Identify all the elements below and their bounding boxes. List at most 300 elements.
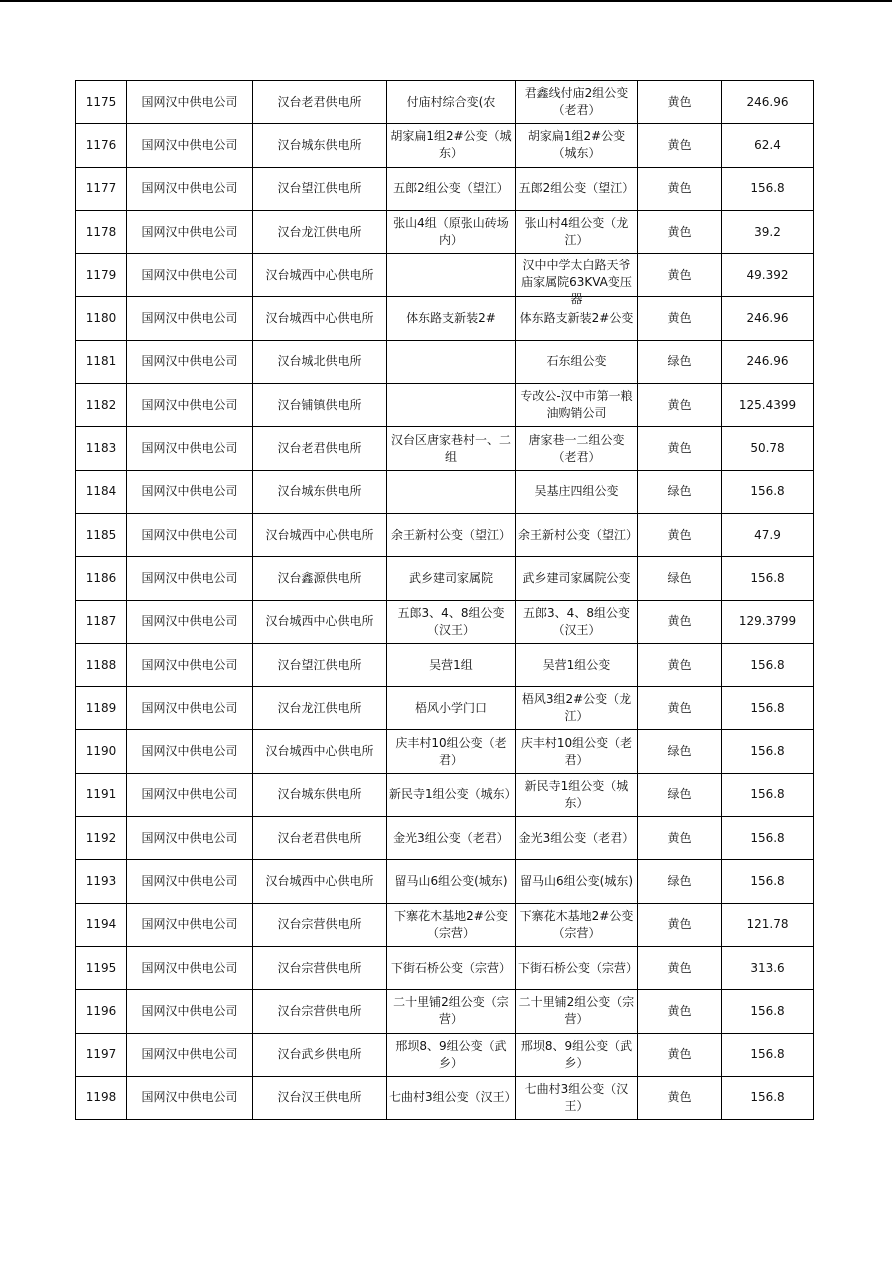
table-row xyxy=(76,167,814,210)
status-color-cell-text: 黄色 xyxy=(667,441,692,456)
value-cell xyxy=(722,384,814,427)
company-cell-text: 国网汉中供电公司 xyxy=(141,224,238,239)
value-cell-text: 50.78 xyxy=(750,441,785,456)
table-row xyxy=(76,773,814,816)
table-row xyxy=(76,384,814,427)
transformer-cell xyxy=(516,513,638,556)
station-cell-text: 汉台老君供电所 xyxy=(277,830,362,845)
value-cell xyxy=(722,254,814,297)
value-cell-text: 156.8 xyxy=(750,787,785,802)
location-cell xyxy=(387,600,516,643)
company-cell-text: 国网汉中供电公司 xyxy=(141,484,238,499)
row-number-cell-text: 1181 xyxy=(85,354,117,369)
row-number-cell xyxy=(76,600,127,643)
transformer-cell xyxy=(516,946,638,989)
status-color-cell xyxy=(638,557,722,600)
value-cell xyxy=(722,860,814,903)
station-cell xyxy=(253,903,387,946)
value-cell xyxy=(722,210,814,253)
transformer-cell xyxy=(516,687,638,730)
value-cell-text: 47.9 xyxy=(754,527,781,542)
company-cell-text: 国网汉中供电公司 xyxy=(141,570,238,585)
station-cell xyxy=(253,384,387,427)
row-number-cell xyxy=(76,730,127,773)
transformer-cell xyxy=(516,773,638,816)
row-number-cell xyxy=(76,513,127,556)
company-cell-text: 国网汉中供电公司 xyxy=(141,527,238,542)
value-cell-text: 156.8 xyxy=(750,744,785,759)
company-cell xyxy=(127,687,253,730)
status-color-cell-text: 绿色 xyxy=(667,873,692,888)
company-cell xyxy=(127,773,253,816)
company-cell-text: 国网汉中供电公司 xyxy=(141,311,238,326)
row-number-cell-text: 1178 xyxy=(85,224,117,239)
company-cell-text: 国网汉中供电公司 xyxy=(141,1090,238,1105)
station-cell xyxy=(253,254,387,297)
row-number-cell-text: 1194 xyxy=(85,917,117,932)
location-cell-text: 五郎2组公变（望江） xyxy=(393,181,509,196)
row-number-cell-text: 1188 xyxy=(85,657,117,672)
transformer-cell-text: 吴基庄四组公变 xyxy=(534,484,619,499)
transformer-cell-text: 邢坝8、9组公变（武乡） xyxy=(520,1038,633,1070)
company-cell-text: 国网汉中供电公司 xyxy=(141,744,238,759)
row-number-cell xyxy=(76,470,127,513)
company-cell xyxy=(127,340,253,383)
status-color-cell xyxy=(638,730,722,773)
station-cell-text: 汉台城东供电所 xyxy=(277,137,362,152)
status-color-cell xyxy=(638,946,722,989)
status-color-cell xyxy=(638,903,722,946)
status-color-cell xyxy=(638,513,722,556)
row-number-cell-text: 1198 xyxy=(85,1090,117,1105)
station-cell xyxy=(253,600,387,643)
transformer-cell xyxy=(516,470,638,513)
row-number-cell-text: 1175 xyxy=(85,94,117,109)
company-cell xyxy=(127,254,253,297)
location-cell-text: 七曲村3组公变（汉王） xyxy=(389,1090,517,1105)
station-cell xyxy=(253,340,387,383)
row-number-cell-text: 1180 xyxy=(85,311,117,326)
transformer-cell xyxy=(516,903,638,946)
company-cell-text: 国网汉中供电公司 xyxy=(141,441,238,456)
row-number-cell xyxy=(76,990,127,1033)
row-number-cell-text: 1191 xyxy=(85,787,117,802)
value-cell xyxy=(722,990,814,1033)
location-cell xyxy=(387,513,516,556)
transformer-cell-text: 下街石桥公变（宗营） xyxy=(518,960,639,975)
station-cell-text: 汉台城西中心供电所 xyxy=(265,267,374,282)
transformer-cell xyxy=(516,1076,638,1119)
value-cell-text: 156.8 xyxy=(750,484,785,499)
table-row xyxy=(76,470,814,513)
value-cell xyxy=(722,427,814,470)
row-number-cell-text: 1183 xyxy=(85,441,117,456)
row-number-cell xyxy=(76,81,127,124)
row-number-cell-text: 1182 xyxy=(85,397,117,412)
value-cell xyxy=(722,1033,814,1076)
location-cell xyxy=(387,384,516,427)
row-number-cell xyxy=(76,210,127,253)
status-color-cell xyxy=(638,470,722,513)
status-color-cell-text: 黄色 xyxy=(667,311,692,326)
table-row xyxy=(76,210,814,253)
value-cell-text: 246.96 xyxy=(746,311,789,326)
status-color-cell xyxy=(638,600,722,643)
value-cell xyxy=(722,470,814,513)
value-cell-text: 121.78 xyxy=(746,917,789,932)
station-cell xyxy=(253,990,387,1033)
status-color-cell-text: 黄色 xyxy=(667,94,692,109)
transformer-cell xyxy=(516,990,638,1033)
station-cell xyxy=(253,297,387,340)
value-cell xyxy=(722,687,814,730)
company-cell-text: 国网汉中供电公司 xyxy=(141,657,238,672)
row-number-cell-text: 1187 xyxy=(85,614,117,629)
status-color-cell-text: 黄色 xyxy=(667,1003,692,1018)
station-cell-text: 汉台宗营供电所 xyxy=(277,960,362,975)
status-color-cell-text: 黄色 xyxy=(667,700,692,715)
transformer-cell-text: 七曲村3组公变（汉王） xyxy=(524,1081,629,1113)
status-color-cell xyxy=(638,340,722,383)
location-cell-text: 留马山6组公变(城东) xyxy=(394,873,508,888)
location-cell-text: 新民寺1组公变（城东） xyxy=(389,787,517,802)
location-cell-text: 武乡建司家属院 xyxy=(408,570,493,585)
station-cell xyxy=(253,1033,387,1076)
status-color-cell xyxy=(638,817,722,860)
station-cell-text: 汉台城西中心供电所 xyxy=(265,744,374,759)
row-number-cell xyxy=(76,167,127,210)
row-number-cell-text: 1196 xyxy=(85,1003,117,1018)
value-cell xyxy=(722,773,814,816)
status-color-cell xyxy=(638,297,722,340)
station-cell xyxy=(253,687,387,730)
company-cell-text: 国网汉中供电公司 xyxy=(141,94,238,109)
status-color-cell-text: 绿色 xyxy=(667,484,692,499)
company-cell-text: 国网汉中供电公司 xyxy=(141,354,238,369)
value-cell-text: 156.8 xyxy=(750,830,785,845)
value-cell xyxy=(722,340,814,383)
status-color-cell xyxy=(638,1033,722,1076)
station-cell-text: 汉台武乡供电所 xyxy=(277,1047,362,1062)
transformer-cell xyxy=(516,730,638,773)
value-cell xyxy=(722,946,814,989)
value-cell xyxy=(722,903,814,946)
transformer-cell-text: 五郎2组公变（望江） xyxy=(518,181,635,196)
station-cell xyxy=(253,427,387,470)
table-row xyxy=(76,946,814,989)
location-cell-text: 张山4组（原张山砖场内） xyxy=(393,216,509,248)
value-cell xyxy=(722,1076,814,1119)
transformer-cell-text: 庆丰村10组公变（老君） xyxy=(520,735,633,767)
value-cell xyxy=(722,730,814,773)
transformer-cell xyxy=(516,124,638,167)
station-cell-text: 汉台城西中心供电所 xyxy=(265,311,374,326)
location-cell xyxy=(387,297,516,340)
company-cell-text: 国网汉中供电公司 xyxy=(141,960,238,975)
company-cell-text: 国网汉中供电公司 xyxy=(141,830,238,845)
transformer-cell xyxy=(516,81,638,124)
station-cell xyxy=(253,817,387,860)
transformer-cell-text: 张山村4组公变（龙江） xyxy=(524,216,629,248)
table-row xyxy=(76,860,814,903)
row-number-cell xyxy=(76,297,127,340)
status-color-cell-text: 黄色 xyxy=(667,1047,692,1062)
value-cell-text: 62.4 xyxy=(754,137,781,152)
location-cell xyxy=(387,470,516,513)
company-cell xyxy=(127,1076,253,1119)
station-cell-text: 汉台城西中心供电所 xyxy=(265,614,374,629)
station-cell xyxy=(253,557,387,600)
company-cell xyxy=(127,384,253,427)
transformer-cell-text: 石东组公变 xyxy=(546,354,607,369)
value-cell xyxy=(722,124,814,167)
row-number-cell-text: 1185 xyxy=(85,527,117,542)
station-cell-text: 汉台城西中心供电所 xyxy=(265,873,374,888)
transformer-cell-text: 二十里铺2组公变（宗营） xyxy=(518,995,635,1027)
row-number-cell-text: 1193 xyxy=(85,873,117,888)
table-row xyxy=(76,600,814,643)
status-color-cell xyxy=(638,643,722,686)
company-cell xyxy=(127,167,253,210)
table-row xyxy=(76,990,814,1033)
status-color-cell xyxy=(638,210,722,253)
station-cell-text: 汉台望江供电所 xyxy=(277,657,362,672)
location-cell xyxy=(387,687,516,730)
company-cell-text: 国网汉中供电公司 xyxy=(141,873,238,888)
row-number-cell-text: 1177 xyxy=(85,181,117,196)
transformer-cell-text: 体东路支新装2#公变 xyxy=(519,311,634,326)
transformer-cell xyxy=(516,600,638,643)
location-cell xyxy=(387,124,516,167)
status-color-cell xyxy=(638,167,722,210)
status-color-cell-text: 黄色 xyxy=(667,614,692,629)
station-cell xyxy=(253,1076,387,1119)
station-cell xyxy=(253,124,387,167)
table-row xyxy=(76,1076,814,1119)
location-cell-text: 五郎3、4、8组公变（汉王） xyxy=(397,605,505,637)
station-cell xyxy=(253,643,387,686)
station-cell xyxy=(253,210,387,253)
row-number-cell xyxy=(76,1076,127,1119)
company-cell xyxy=(127,1033,253,1076)
transformer-table xyxy=(75,80,814,1120)
value-cell xyxy=(722,557,814,600)
row-number-cell xyxy=(76,340,127,383)
company-cell xyxy=(127,81,253,124)
location-cell-text: 下寨花木基地2#公变（宗营） xyxy=(394,908,508,940)
transformer-cell-text: 汉中中学太白路天爷庙家属院63KVA变压器 xyxy=(521,258,632,307)
transformer-cell xyxy=(516,340,638,383)
status-color-cell-text: 黄色 xyxy=(667,397,692,412)
status-color-cell-text: 黄色 xyxy=(667,224,692,239)
value-cell-text: 129.3799 xyxy=(738,614,797,629)
location-cell xyxy=(387,427,516,470)
company-cell xyxy=(127,990,253,1033)
row-number-cell-text: 1179 xyxy=(85,267,117,282)
status-color-cell xyxy=(638,687,722,730)
station-cell-text: 汉台城东供电所 xyxy=(277,787,362,802)
value-cell-text: 156.8 xyxy=(750,700,785,715)
location-cell xyxy=(387,817,516,860)
transformer-cell-text: 武乡建司家属院公变 xyxy=(522,570,631,585)
company-cell xyxy=(127,210,253,253)
status-color-cell xyxy=(638,427,722,470)
value-cell-text: 156.8 xyxy=(750,1047,785,1062)
table-row xyxy=(76,557,814,600)
location-cell xyxy=(387,946,516,989)
value-cell-text: 156.8 xyxy=(750,873,785,888)
transformer-cell-text: 下寨花木基地2#公变（宗营） xyxy=(519,908,634,940)
table-row xyxy=(76,297,814,340)
table-row xyxy=(76,817,814,860)
row-number-cell-text: 1192 xyxy=(85,830,117,845)
transformer-cell-text: 唐家巷一二组公变（老君） xyxy=(528,432,625,464)
row-number-cell xyxy=(76,773,127,816)
station-cell-text: 汉台老君供电所 xyxy=(277,94,362,109)
station-cell xyxy=(253,860,387,903)
company-cell-text: 国网汉中供电公司 xyxy=(141,137,238,152)
transformer-cell-text: 梧风3组2#公变（龙江） xyxy=(521,692,632,724)
status-color-cell xyxy=(638,773,722,816)
table-row xyxy=(76,643,814,686)
value-cell xyxy=(722,513,814,556)
station-cell xyxy=(253,946,387,989)
company-cell xyxy=(127,643,253,686)
status-color-cell xyxy=(638,990,722,1033)
status-color-cell xyxy=(638,1076,722,1119)
location-cell xyxy=(387,860,516,903)
company-cell xyxy=(127,860,253,903)
location-cell-text: 下街石桥公变（宗营） xyxy=(390,960,511,975)
value-cell-text: 156.8 xyxy=(750,657,785,672)
location-cell-text: 汉台区唐家巷村一、二组 xyxy=(390,432,511,464)
row-number-cell-text: 1190 xyxy=(85,744,117,759)
location-cell xyxy=(387,81,516,124)
status-color-cell-text: 黄色 xyxy=(667,527,692,542)
location-cell-text: 付庙村综合变(农 xyxy=(406,94,496,109)
company-cell-text: 国网汉中供电公司 xyxy=(141,614,238,629)
value-cell-text: 156.8 xyxy=(750,1003,785,1018)
station-cell-text: 汉台城北供电所 xyxy=(277,354,362,369)
value-cell xyxy=(722,167,814,210)
transformer-cell xyxy=(516,557,638,600)
page-top-border xyxy=(0,0,892,2)
transformer-cell xyxy=(516,384,638,427)
station-cell-text: 汉台宗营供电所 xyxy=(277,1003,362,1018)
location-cell-text: 胡家扁1组2#公变（城东） xyxy=(390,129,512,161)
status-color-cell-text: 黄色 xyxy=(667,960,692,975)
transformer-cell-text: 胡家扁1组2#公变（城东） xyxy=(527,129,626,161)
station-cell xyxy=(253,167,387,210)
value-cell-text: 246.96 xyxy=(746,94,789,109)
company-cell xyxy=(127,730,253,773)
table-row xyxy=(76,81,814,124)
location-cell xyxy=(387,643,516,686)
location-cell xyxy=(387,210,516,253)
location-cell-text: 体东路支新装2# xyxy=(406,311,496,326)
transformer-cell-text: 新民寺1组公变（城东） xyxy=(524,778,629,810)
transformer-cell xyxy=(516,860,638,903)
location-cell-text: 梧风小学门口 xyxy=(414,700,487,715)
row-number-cell xyxy=(76,946,127,989)
table-row xyxy=(76,687,814,730)
station-cell-text: 汉台铺镇供电所 xyxy=(277,397,362,412)
company-cell-text: 国网汉中供电公司 xyxy=(141,267,238,282)
transformer-cell xyxy=(516,254,638,307)
transformer-cell xyxy=(516,817,638,860)
status-color-cell xyxy=(638,254,722,297)
value-cell-text: 313.6 xyxy=(750,960,785,975)
table-row xyxy=(76,1033,814,1076)
station-cell-text: 汉台城东供电所 xyxy=(277,484,362,499)
company-cell xyxy=(127,124,253,167)
value-cell xyxy=(722,643,814,686)
company-cell-text: 国网汉中供电公司 xyxy=(141,1003,238,1018)
row-number-cell xyxy=(76,254,127,297)
status-color-cell-text: 黄色 xyxy=(667,657,692,672)
row-number-cell xyxy=(76,557,127,600)
status-color-cell xyxy=(638,124,722,167)
value-cell xyxy=(722,297,814,340)
company-cell-text: 国网汉中供电公司 xyxy=(141,397,238,412)
location-cell xyxy=(387,1033,516,1076)
value-cell-text: 49.392 xyxy=(746,267,789,282)
transformer-cell-text: 专改公-汉中市第一粮油购销公司 xyxy=(520,389,633,421)
company-cell xyxy=(127,817,253,860)
company-cell xyxy=(127,946,253,989)
transformer-cell xyxy=(516,643,638,686)
location-cell xyxy=(387,773,516,816)
station-cell xyxy=(253,470,387,513)
row-number-cell-text: 1189 xyxy=(85,700,117,715)
row-number-cell xyxy=(76,1033,127,1076)
table-row xyxy=(76,124,814,167)
location-cell-text: 余王新村公变（望江） xyxy=(390,527,511,542)
row-number-cell xyxy=(76,860,127,903)
value-cell xyxy=(722,600,814,643)
row-number-cell-text: 1197 xyxy=(85,1047,117,1062)
status-color-cell-text: 黄色 xyxy=(667,1090,692,1105)
location-cell xyxy=(387,990,516,1033)
status-color-cell-text: 黄色 xyxy=(667,267,692,282)
transformer-cell-text: 君鑫线付庙2组公变（老君） xyxy=(524,86,629,118)
station-cell xyxy=(253,730,387,773)
status-color-cell-text: 绿色 xyxy=(667,570,692,585)
transformer-cell xyxy=(516,210,638,253)
company-cell xyxy=(127,600,253,643)
status-color-cell-text: 绿色 xyxy=(667,744,692,759)
station-cell-text: 汉台龙江供电所 xyxy=(277,224,362,239)
company-cell xyxy=(127,903,253,946)
company-cell-text: 国网汉中供电公司 xyxy=(141,787,238,802)
table-row xyxy=(76,730,814,773)
location-cell-text: 二十里铺2组公变（宗营） xyxy=(393,995,509,1027)
status-color-cell xyxy=(638,860,722,903)
company-cell xyxy=(127,297,253,340)
status-color-cell-text: 绿色 xyxy=(667,787,692,802)
table-row xyxy=(76,427,814,470)
transformer-cell xyxy=(516,1033,638,1076)
status-color-cell-text: 绿色 xyxy=(667,354,692,369)
location-cell xyxy=(387,903,516,946)
company-cell xyxy=(127,470,253,513)
station-cell-text: 汉台宗营供电所 xyxy=(277,917,362,932)
table-body xyxy=(76,81,814,1120)
value-cell xyxy=(722,81,814,124)
value-cell-text: 156.8 xyxy=(750,570,785,585)
row-number-cell xyxy=(76,384,127,427)
row-number-cell xyxy=(76,903,127,946)
